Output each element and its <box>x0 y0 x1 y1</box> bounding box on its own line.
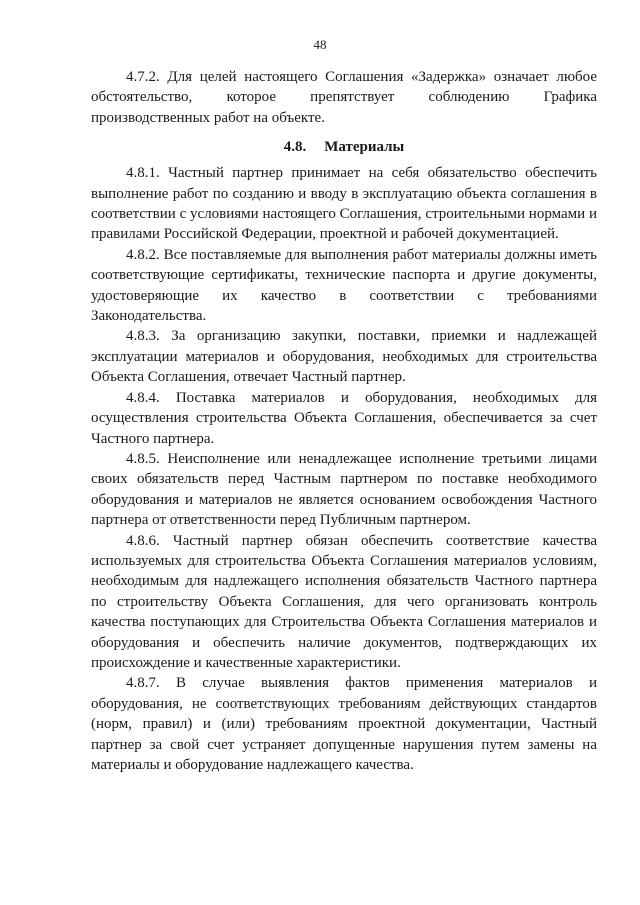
paragraph-4-8-4: 4.8.4. Поставка материалов и оборудования, необходимых для осуществления строительства Объекта Соглашения, обеспечивается за счет Частного партнера. <box>91 389 597 447</box>
paragraph-4-8-5: 4.8.5. Неисполнение или ненадлежащее исполнение третьими лицами своих обязательств перед Частным партнером по поставке необходимого оборудования и материалов не является основанием освобождения Частного партнера от ответственности перед Публичным партнером. <box>91 450 597 529</box>
document-body <box>91 67 597 775</box>
paragraph-4-8-7: 4.8.7. В случае выявления фактов применения материалов и оборудования, не соответствующих требованиям действующих стандартов (норм, правил) и (или) требованиям проектной документации, Частный партнер за свой счет устраняет допущенные нарушения путем замены на материалы и оборудование надлежащего качества. <box>91 675 597 773</box>
page-number: 48 <box>313 37 327 52</box>
paragraph-4-8-1: 4.8.1. Частный партнер принимает на себя обязательство обеспечить выполнение работ по созданию и вводу в эксплуатацию объекта соглашения в соответствии с условиями настоящего Соглашения, строительными нормами и правилами Российской Федерации, проектной и рабочей документацией. <box>91 165 597 243</box>
paragraph-4-8-6: 4.8.6. Частный партнер обязан обеспечить соответствие качества используемых для строительства Объекта Соглашения материалов условиям, необходимым для надлежащего исполнения обязательств Частного партнера по строительству Объекта Соглашения, для чего организовать контроль качества поступающих для Строительства Объекта Соглашения материалов и оборудования и обеспечить наличие документов, подтверждающих их происхождение и качественные характеристики. <box>91 532 597 671</box>
section-number: 4.8. <box>283 139 307 156</box>
paragraph-4-8-2: 4.8.2. Все поставляемые для выполнения работ материалы должны иметь соответствующие сертификаты, технические паспорта и другие документы, удостоверяющие их качество в соответствии с требованиями Законодательства. <box>91 246 597 325</box>
paragraph-4-8-3: 4.8.3. За организацию закупки, поставки, приемки и надлежащей эксплуатации материалов и оборудования, необходимых для строительства Объекта Соглашения, отвечает Частный партнер. <box>91 328 597 386</box>
section-title: Материалы <box>324 139 405 156</box>
paragraph-4-7-2: 4.7.2. Для целей настоящего Соглашения «Задержка» означает любое обстоятельство, которое препятствует соблюдению Графика производственных работ на объекте. <box>91 69 597 126</box>
section-heading <box>91 137 597 157</box>
